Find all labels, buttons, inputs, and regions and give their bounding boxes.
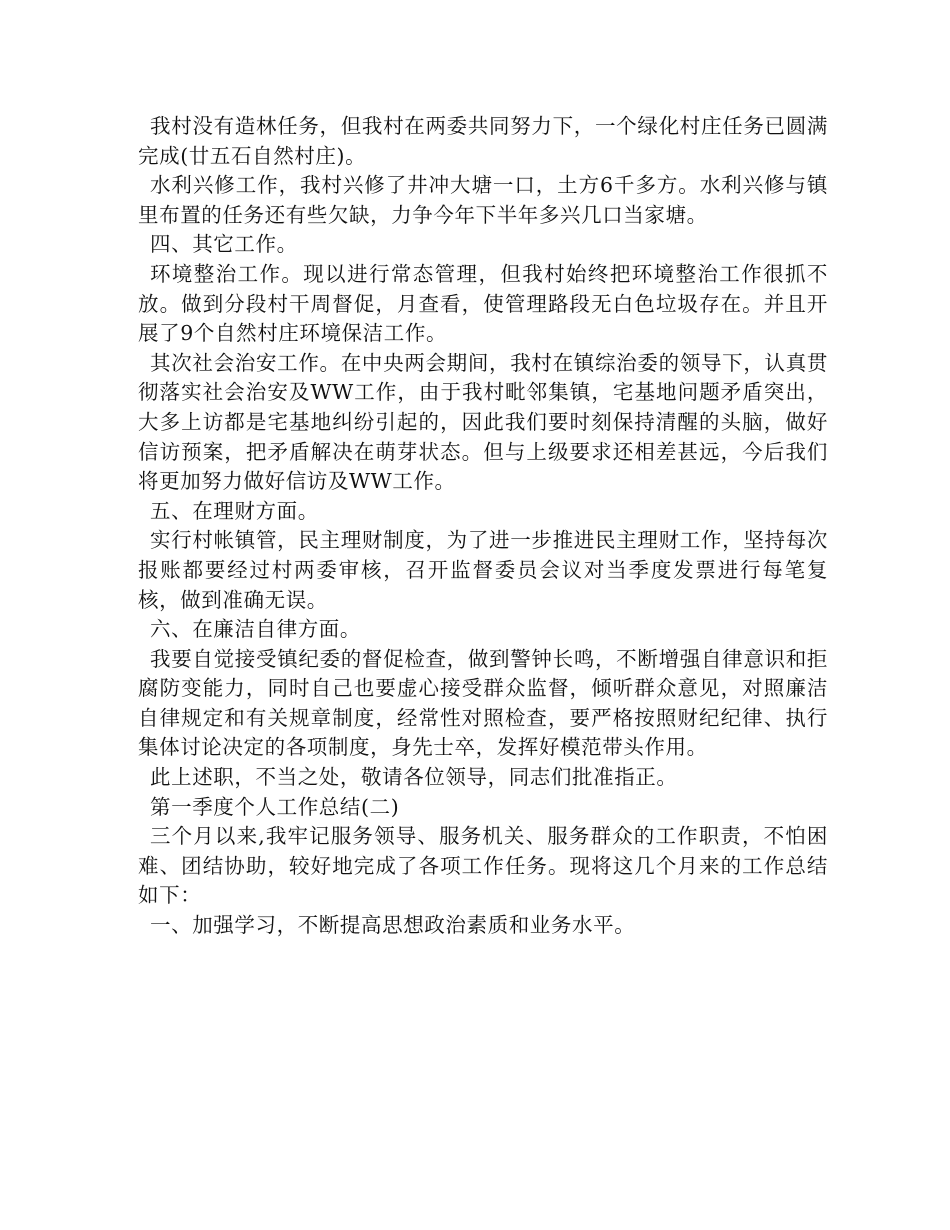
paragraph-finance: 实行村帐镇管，民主理财制度，为了进一步推进民主理财工作，坚持每次报账都要经过村两委审核，召开监督委员会议对当季度发票进行每笔复核，做到准确无误。 [138,528,828,612]
heading-study: 一、加强学习，不断提高思想政治素质和业务水平。 [150,913,636,938]
heading-finance: 五、在理财方面。 [150,498,319,523]
heading-other-work: 四、其它工作。 [150,232,298,257]
paragraph-water-conservancy: 水利兴修工作，我村兴修了井冲大塘一口，土方6千多方。水利兴修与镇里布置的任务还有些欠缺，力争今年下半年多兴几口当家塘。 [138,173,828,227]
paragraph-integrity: 我要自觉接受镇纪委的督促检查，做到警钟长鸣，不断增强自律意识和拒腐防变能力，同时自己也要虚心接受群众监督，倾听群众意见，对照廉洁自律规定和有关规章制度，经常性对照检查，要严格按照财纪纪律、执行集体讨论决定的各项制度，身先士卒，发挥好模范带头作用。 [138,646,828,760]
paragraph-public-security: 其次社会治安工作。在中央两会期间，我村在镇综治委的领导下，认真贯彻落实社会治安及WW工作，由于我村毗邻集镇，宅基地问题矛盾突出，大多上访都是宅基地纠纷引起的，因此我们要时刻保持清醒的头脑，做好信访预案，把矛盾解决在萌芽状态。但与上级要求还相差甚远，今后我们将更加努力做好信访及WW工作。 [138,350,828,494]
paragraph-summary-intro: 三个月以来,我牢记服务领导、服务机关、服务群众的工作职责，不怕困难、团结协助，较好地完成了各项工作任务。现将这几个月来的工作总结如下： [138,824,828,908]
paragraph-closing: 此上述职，不当之处，敬请各位领导，同志们批准指正。 [150,765,678,790]
section-title-summary-two: 第一季度个人工作总结(二) [150,794,400,819]
paragraph-environment: 环境整治工作。现以进行常态管理，但我村始终把环境整治工作很抓不放。做到分段村干周督促，月查看，使管理路段无白色垃圾存在。并且开展了9个自然村庄环境保洁工作。 [138,261,828,346]
document-page [138,112,828,941]
paragraph-afforestation: 我村没有造林任务，但我村在两委共同努力下，一个绿化村庄任务已圆满完成(廿五石自然村庄)。 [138,114,828,168]
heading-integrity: 六、在廉洁自律方面。 [150,617,361,642]
